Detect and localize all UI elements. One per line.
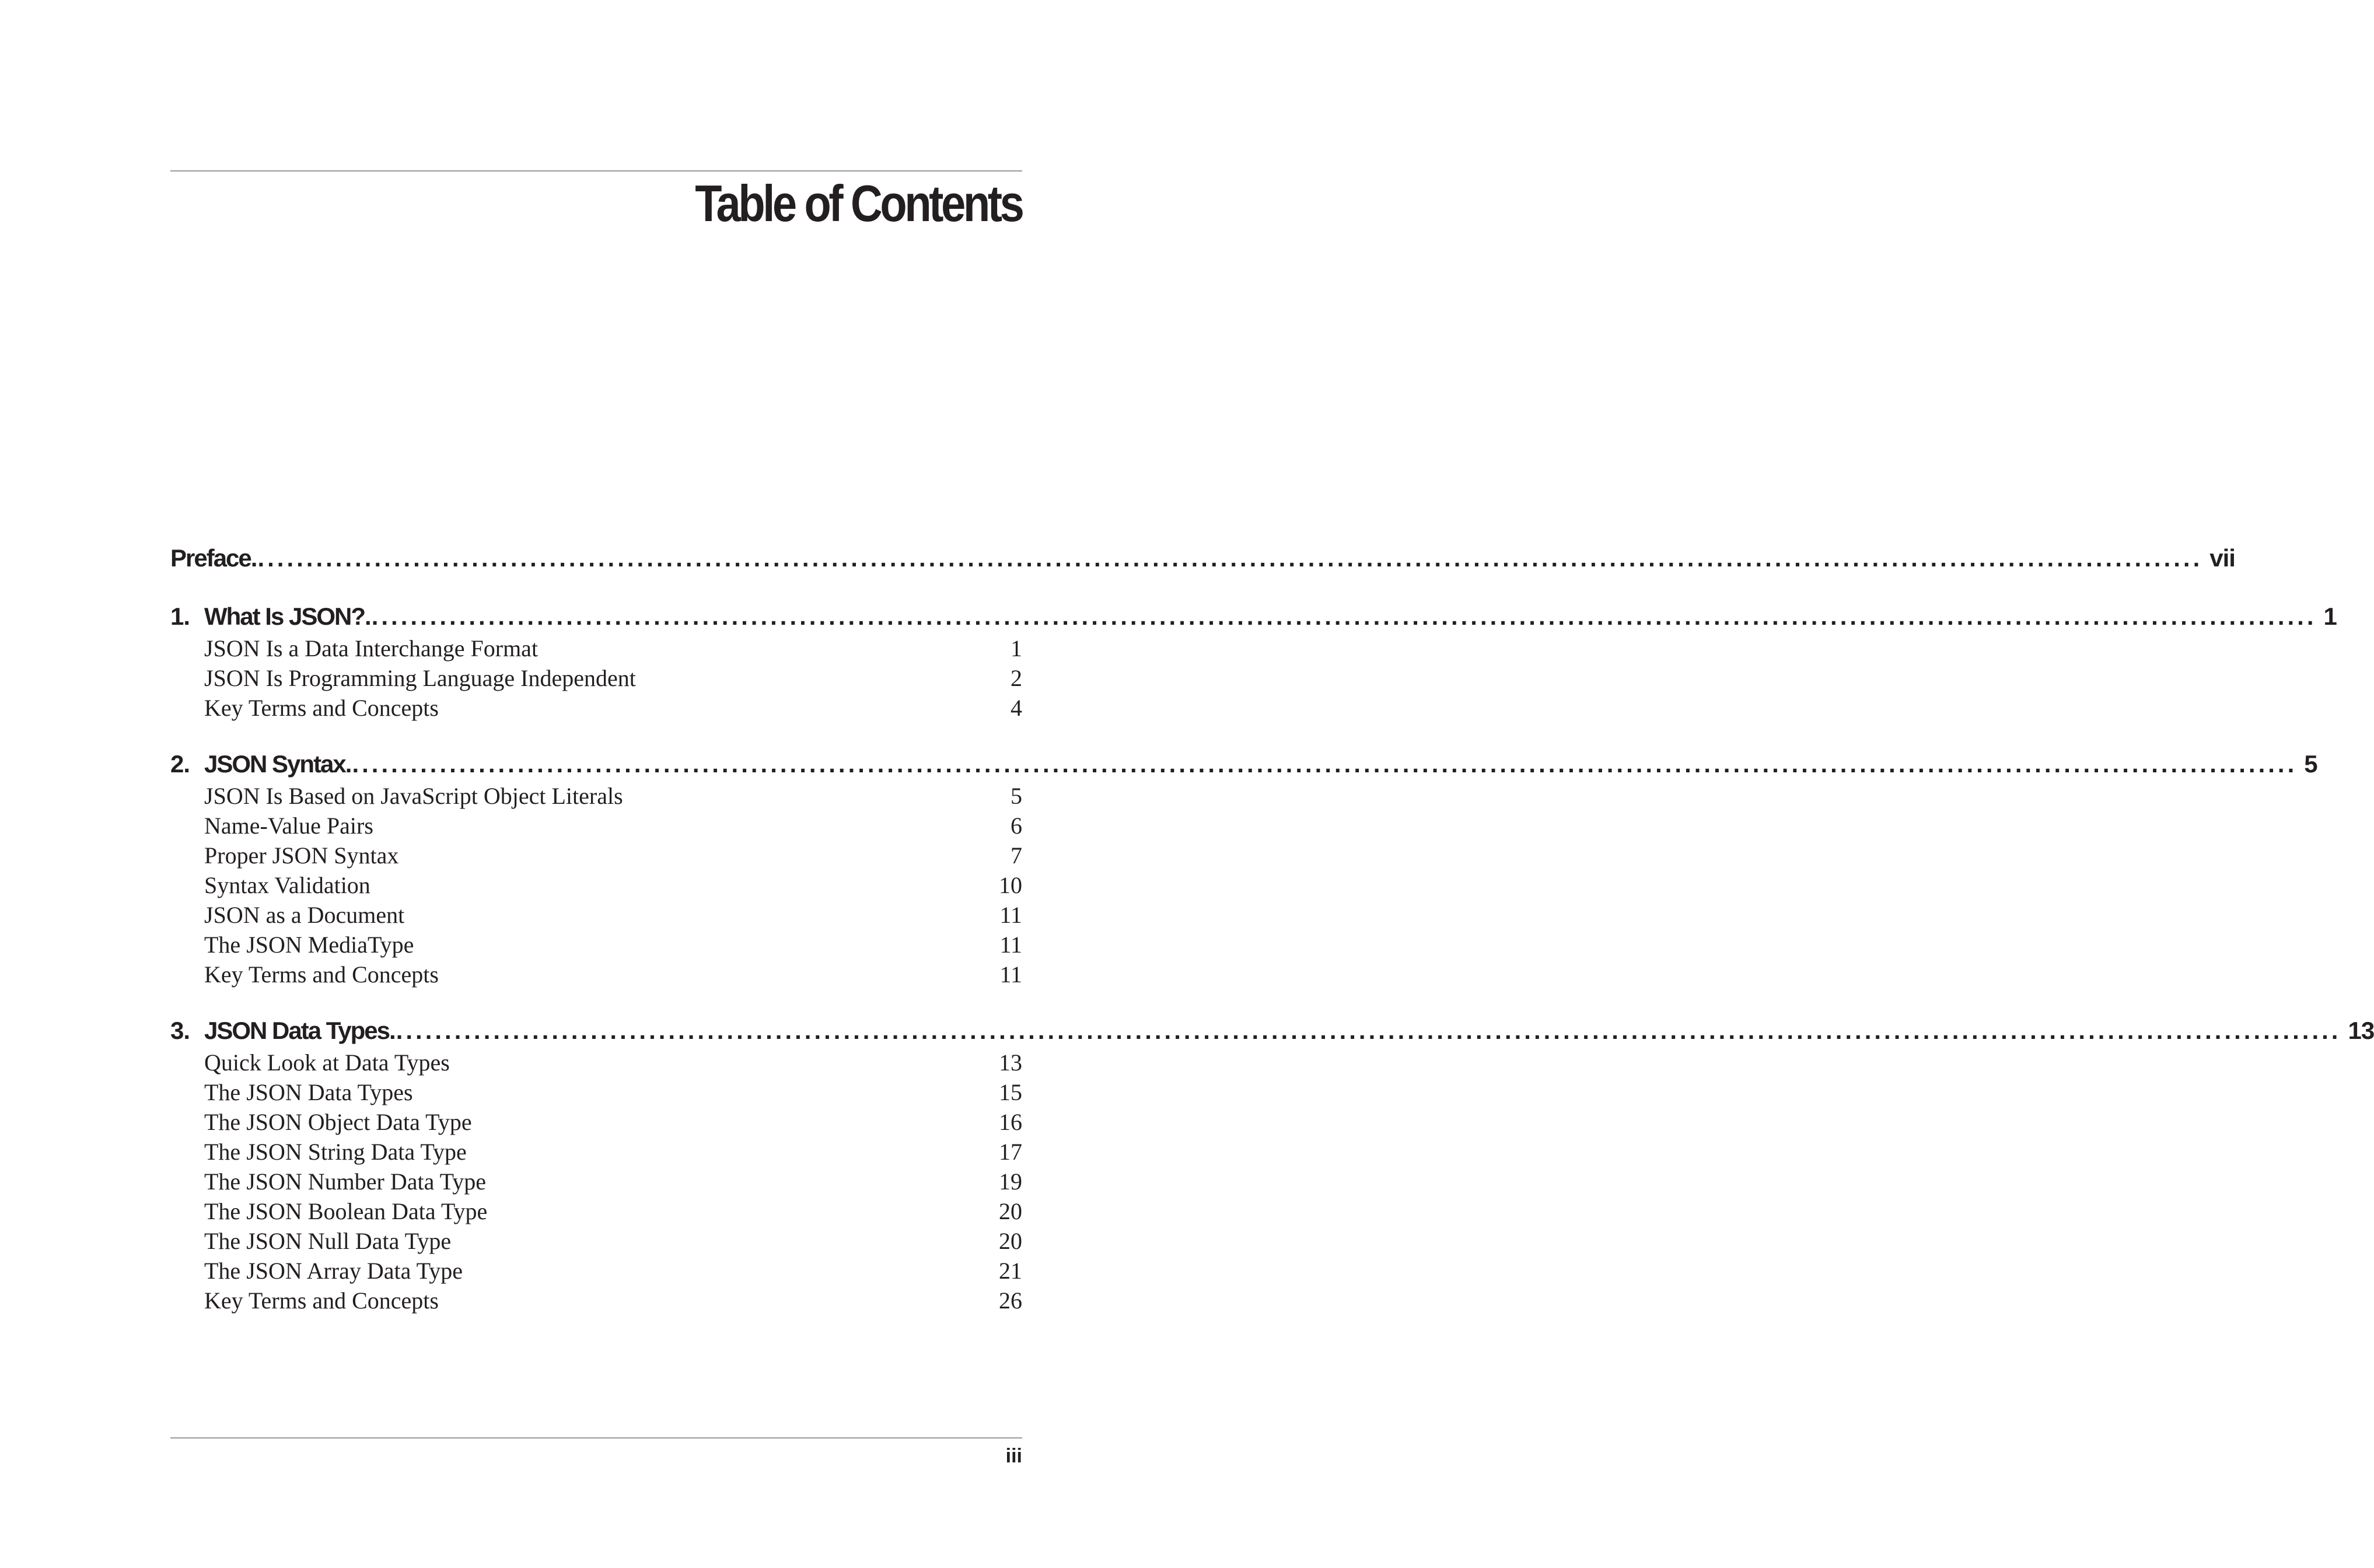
toc-section[interactable] — [170, 1137, 1022, 1167]
section-page: 11 — [999, 902, 1022, 928]
section-title: Proper JSON Syntax — [204, 842, 399, 869]
section-title: The JSON Data Types — [204, 1079, 413, 1105]
chapter-3 — [170, 1014, 2374, 1315]
table-of-contents — [170, 541, 2374, 1315]
preface-page: vii — [2209, 544, 2235, 572]
toc-section[interactable] — [170, 960, 1022, 989]
section-page: 11 — [999, 961, 1022, 988]
chapter-1 — [170, 600, 2337, 723]
preface-label: Preface. — [170, 544, 257, 572]
section-page: 4 — [1011, 695, 1022, 721]
section-page: 1 — [1011, 635, 1022, 662]
section-page: 13 — [999, 1049, 1022, 1076]
page-title: Table of Contents — [695, 174, 1022, 232]
chapter-page: 5 — [2304, 750, 2317, 778]
section-page: 10 — [999, 872, 1022, 898]
toc-section[interactable] — [170, 1256, 1022, 1286]
toc-section[interactable] — [170, 1196, 1022, 1226]
toc-section[interactable] — [170, 1226, 1022, 1256]
toc-section[interactable] — [170, 870, 1022, 900]
toc-section[interactable] — [170, 841, 1022, 870]
section-title: Quick Look at Data Types — [204, 1049, 450, 1076]
toc-section[interactable] — [170, 1077, 1022, 1107]
section-page: 6 — [1011, 813, 1022, 839]
toc-section[interactable] — [170, 693, 1022, 723]
section-page: 7 — [1011, 842, 1022, 869]
section-title: The JSON MediaType — [204, 932, 414, 958]
chapter-page: 13 — [2348, 1017, 2374, 1044]
chapter-2 — [170, 747, 2317, 989]
toc-section[interactable] — [170, 781, 1022, 811]
section-title: Key Terms and Concepts — [204, 961, 439, 988]
chapter-number: 3. — [170, 1017, 190, 1044]
chapter-heading[interactable] — [170, 1014, 2374, 1048]
section-title: JSON Is Based on JavaScript Object Literals — [204, 783, 623, 809]
dot-leader: ........................................................................................................................................................................................................ — [396, 1017, 2341, 1044]
page-number: iii — [1005, 1445, 1022, 1467]
section-title: The JSON Null Data Type — [204, 1228, 452, 1254]
chapter-number: 1. — [170, 603, 190, 630]
toc-entry-preface[interactable] — [170, 541, 2235, 575]
toc-section[interactable] — [170, 811, 1022, 841]
section-page: 21 — [999, 1258, 1022, 1284]
section-page: 15 — [999, 1079, 1022, 1105]
section-title: The JSON Object Data Type — [204, 1109, 472, 1135]
section-list — [170, 1048, 1022, 1315]
toc-section[interactable] — [170, 1107, 1022, 1137]
chapter-page: 1 — [2323, 603, 2337, 630]
section-title: JSON Is a Data Interchange Format — [204, 635, 539, 662]
chapter-title: JSON Syntax. — [204, 750, 351, 778]
section-title: The JSON Array Data Type — [204, 1258, 463, 1284]
section-page: 20 — [999, 1228, 1022, 1254]
toc-section[interactable] — [170, 1048, 1022, 1077]
toc-section[interactable] — [170, 1286, 1022, 1315]
dot-leader: ........................................................................................................................................................................................................ — [371, 603, 2317, 630]
chapter-heading[interactable] — [170, 600, 2337, 634]
section-page: 5 — [1011, 783, 1022, 809]
toc-section[interactable] — [170, 930, 1022, 960]
section-page: 2 — [1011, 665, 1022, 691]
section-title: JSON Is Programming Language Independent — [204, 665, 636, 691]
section-page: 26 — [999, 1287, 1022, 1314]
section-list — [170, 781, 1022, 989]
section-title: Key Terms and Concepts — [204, 695, 439, 721]
section-page: 11 — [999, 932, 1022, 958]
section-title: The JSON Number Data Type — [204, 1168, 487, 1195]
section-title: Syntax Validation — [204, 872, 370, 898]
toc-section[interactable] — [170, 1167, 1022, 1196]
toc-section[interactable] — [170, 663, 1022, 693]
dot-leader: ........................................................................................................................................................................................................ — [257, 544, 2203, 572]
section-title: The JSON String Data Type — [204, 1139, 467, 1165]
section-title: JSON as a Document — [204, 902, 405, 928]
chapter-title: What Is JSON?. — [204, 603, 370, 630]
section-title: Key Terms and Concepts — [204, 1287, 439, 1314]
section-list — [170, 634, 1022, 723]
bottom-rule — [170, 1437, 1022, 1438]
dot-leader: ........................................................................................................................................................................................................ — [352, 750, 2298, 778]
chapter-title: JSON Data Types. — [204, 1017, 395, 1044]
section-page: 19 — [999, 1168, 1022, 1195]
section-title: The JSON Boolean Data Type — [204, 1198, 488, 1224]
toc-section[interactable] — [170, 634, 1022, 663]
section-page: 17 — [999, 1139, 1022, 1165]
toc-section[interactable] — [170, 900, 1022, 930]
chapter-number: 2. — [170, 750, 190, 778]
section-page: 20 — [999, 1198, 1022, 1224]
chapter-heading[interactable] — [170, 747, 2317, 781]
section-page: 16 — [999, 1109, 1022, 1135]
section-title: Name-Value Pairs — [204, 813, 373, 839]
